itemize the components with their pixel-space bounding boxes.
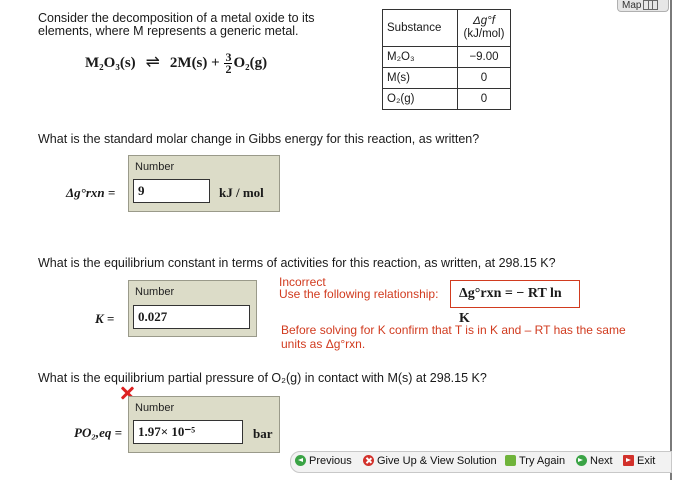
- intro-text: Consider the decomposition of a metal oxide to its elements, where M represents a generic metal.: [38, 11, 315, 38]
- exit-icon: [623, 455, 634, 466]
- row-substance: M₂O₃: [383, 47, 458, 68]
- table-row: [383, 89, 511, 110]
- q3-unit: bar: [253, 426, 273, 441]
- exit-label: Exit: [637, 455, 656, 467]
- reactant: M₂O₃(s): [85, 55, 136, 71]
- q1-variable: Δg°rxn =: [66, 185, 116, 200]
- equilibrium-arrow-icon: ⇌: [145, 52, 160, 71]
- map-label: Map: [622, 0, 642, 11]
- note-line-1: Before solving for K confirm that T is in K and – RT has the same: [281, 323, 626, 337]
- coef-den: 2: [225, 62, 232, 77]
- previous-button[interactable]: [295, 455, 352, 467]
- gibbs-table: [382, 9, 511, 110]
- recycle-icon: [505, 455, 516, 466]
- q3-variable: PO₂,eq =: [74, 425, 123, 440]
- q3-number-box: [128, 396, 280, 453]
- question-2: What is the equilibrium constant in terms of activities for this reaction, as written, at 298.15 K?: [38, 256, 556, 270]
- header-unit: (kJ/mol): [463, 28, 505, 40]
- question-3: What is the equilibrium partial pressure of O₂(g) in contact with M(s) at 298.15 K?: [38, 371, 487, 385]
- row-value: 0: [458, 89, 511, 110]
- row-substance: M(s): [383, 68, 458, 89]
- q1-number-box: [128, 155, 280, 212]
- row-substance: O₂(g): [383, 89, 458, 110]
- header-value: [458, 10, 511, 47]
- feedback-text: Use the following relationship:: [279, 287, 439, 301]
- give-up-icon: [363, 455, 374, 466]
- header-symbol: Δg°f: [473, 15, 495, 27]
- coef-num: 3: [225, 50, 232, 65]
- table-header: [383, 10, 511, 47]
- header-substance: Substance: [383, 10, 458, 47]
- try-again-label: Try Again: [519, 455, 566, 467]
- exit-button[interactable]: [623, 455, 655, 467]
- q2-number-box: [128, 280, 257, 337]
- reaction-equation: [85, 52, 267, 75]
- product-metal: 2M(s) +: [169, 55, 220, 71]
- feedback-title: Incorrect: [279, 275, 326, 289]
- give-up-label: Give Up & View Solution: [377, 455, 497, 467]
- q1-unit: kJ / mol: [219, 185, 264, 200]
- table-row: [383, 47, 511, 68]
- q3-answer-input[interactable]: 1.97× 10⁻⁵: [133, 420, 243, 444]
- q1-answer-input[interactable]: 9: [133, 179, 210, 203]
- q2-note: [281, 323, 626, 351]
- try-again-button[interactable]: [505, 455, 565, 467]
- note-line-2: units as Δg°rxn.: [281, 337, 366, 351]
- navigation-bar: [290, 451, 672, 473]
- question-1: What is the standard molar change in Gibbs energy for this reaction, as written?: [38, 132, 480, 146]
- q2-number-label: Number: [135, 286, 175, 298]
- next-arrow-icon: [576, 455, 587, 466]
- map-button[interactable]: [617, 0, 669, 12]
- coefficient-fraction: [224, 52, 232, 75]
- q3-number-label: Number: [135, 402, 175, 414]
- table-row: [383, 68, 511, 89]
- q2-answer-input[interactable]: 0.027: [133, 305, 250, 329]
- right-border: [670, 0, 672, 480]
- give-up-button[interactable]: [363, 455, 497, 467]
- row-value: 0: [458, 68, 511, 89]
- q2-feedback: [279, 276, 438, 300]
- next-button[interactable]: [576, 455, 613, 467]
- previous-label: Previous: [309, 455, 352, 467]
- row-value: −9.00: [458, 47, 511, 68]
- next-label: Next: [590, 455, 613, 467]
- q1-number-label: Number: [135, 161, 175, 173]
- relationship-box: Δg°rxn = − RT ln K: [450, 280, 580, 308]
- map-grid-icon: [643, 0, 658, 10]
- previous-arrow-icon: [295, 455, 306, 466]
- q2-variable: K =: [95, 311, 115, 326]
- product-oxygen: O₂(g): [233, 55, 268, 71]
